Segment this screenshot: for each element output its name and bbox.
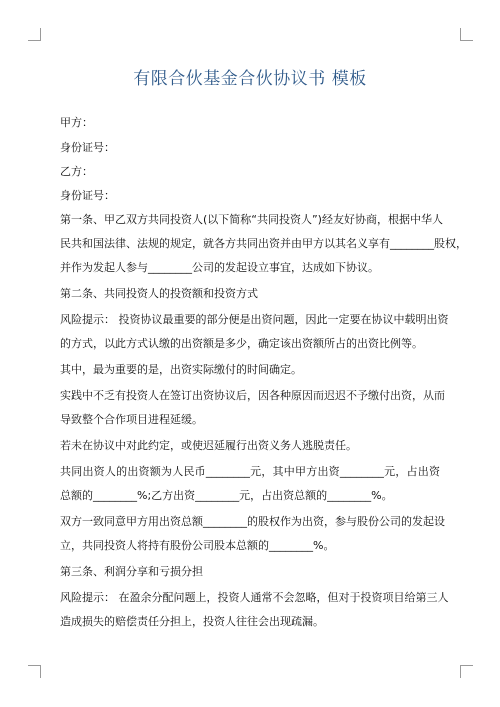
crop-mark-top-right (460, 28, 473, 41)
risk-note-1-line-1: 风险提示： 投资协议最重要的部分便是出资问题，因此一定要在协议中载明出资 (60, 313, 449, 326)
article-1-line-3: 并作为发起人参与________公司的发起设立事宜，达成如下协议。 (60, 261, 379, 274)
crop-mark-top-left (28, 28, 41, 41)
risk-note-2-line-2: 造成损失的赔偿责任分担上，投资人往往会出现疏漏。 (60, 615, 324, 628)
party-b-label: 乙方： (60, 165, 93, 178)
article-1-line-1: 第一条、甲乙双方共同投资人(以下简称“共同投资人”)经友好协商，根据中华人 (60, 213, 443, 226)
article-1-line-2: 民共和国法律、法规的规定，就各方共同出资并由甲方以其名义享有________股权， (60, 237, 467, 250)
paragraph-timing: 其中，最为重要的是，出资实际缴付的时间确定。 (60, 363, 302, 376)
party-a-id-label: 身份证号： (60, 141, 115, 154)
article-3-heading: 第三条、利润分享和亏损分担 (60, 565, 203, 578)
paragraph-practice-line-2: 导致整个合作项目进程延缓。 (60, 413, 203, 426)
risk-note-1-line-2: 的方式，以此方式认缴的出资额是多少，确定该出资额所占的出资比例等。 (60, 337, 423, 350)
paragraph-agreement: 若未在协议中对此约定，或使迟延履行出资义务人逃脱责任。 (60, 439, 357, 452)
contribution-line-1: 共同出资人的出资额为人民币________元，其中甲方出资________元，占出资 (60, 465, 440, 478)
equity-line-2: 立，共同投资人将持有股份公司股本总额的________%。 (60, 539, 335, 552)
equity-line-1: 双方一致同意甲方用出资总额________的股权作为出资，参与股份公司的发起设 (60, 515, 445, 528)
risk-note-2-line-1: 风险提示： 在盈余分配问题上，投资人通常不会忽略，但对于投资项目给第三人 (60, 591, 449, 604)
crop-mark-bottom-left (28, 665, 41, 678)
paragraph-practice-line-1: 实践中不乏有投资人在签订出资协议后，因各种原因而迟迟不予缴付出资，从而 (60, 389, 445, 402)
article-2-heading: 第二条、共同投资人的投资额和投资方式 (60, 287, 258, 300)
crop-mark-bottom-right (460, 665, 473, 678)
document-title: 有限合伙基金合伙协议书 模板 (133, 69, 367, 89)
party-b-id-label: 身份证号： (60, 189, 115, 202)
party-a-label: 甲方： (60, 116, 93, 129)
contribution-line-2: 总额的________%;乙方出资________元，占出资总额的________%。 (60, 489, 393, 502)
